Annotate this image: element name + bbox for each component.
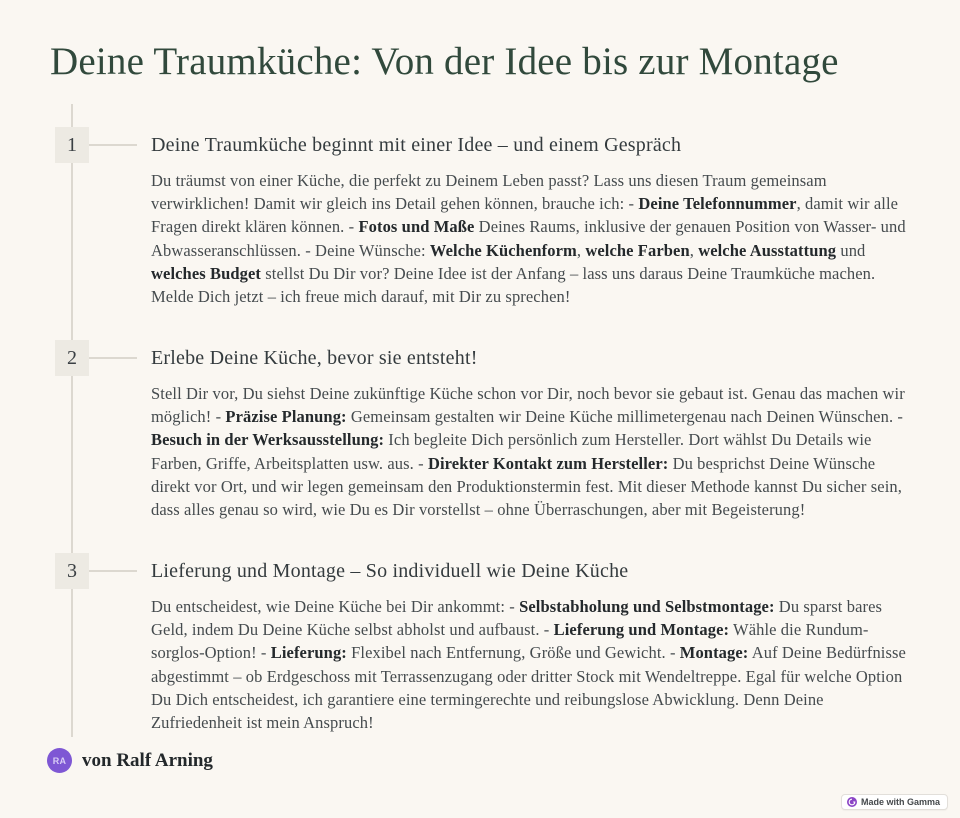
- body-text-run: Ich begleite Dich persönlich zum Hersteller. Dort wählst Du Details wie Farben, Griffe, Arbeitsplatten usw. aus. -: [151, 430, 872, 473]
- avatar: RA: [47, 748, 72, 773]
- body-text-run: Du sparst bares Geld, indem Du Deine Küche selbst abholst und aufbaust. -: [151, 597, 883, 640]
- timeline-section-2: [55, 340, 913, 521]
- body-text-run: Du entscheidest, wie Deine Küche bei Dir ankommt: -: [151, 597, 520, 616]
- step-number-box: 3: [55, 553, 89, 589]
- body-text-run: Flexibel nach Entfernung, Größe und Gewicht. -: [346, 643, 680, 663]
- body-bold-run: welche Farben: [585, 240, 690, 260]
- body-bold-run: Selbstabholung und Selbstmontage:: [519, 597, 775, 616]
- body-bold-run: Direkter Kontakt zum Hersteller:: [427, 453, 669, 473]
- timeline-section-1: [55, 127, 913, 308]
- connector-line: [89, 357, 137, 359]
- author-byline-row: [47, 748, 213, 773]
- body-text-run: ,: [689, 240, 699, 260]
- section-body: [151, 382, 913, 521]
- body-text-run: Du besprichst Deine Wünsche direkt vor Ort, und wir legen gemeinsam den Produktionstermin fest. Mit dieser Methode kannst Du sicher sein, dass alles genau so wird, wie Du es Dir vorstellst – ohne Überraschungen, aber mit Begeisterung!: [151, 453, 902, 520]
- body-text-run: Stell Dir vor, Du siehst Deine zukünftige Küche schon vor Dir, noch bevor sie gebaut ist. Genau das machen wir möglich! -: [151, 384, 905, 427]
- body-text-run: Auf Deine Bedürfnisse abgestimmt – ob Erdgeschoss mit Terrassenzugang oder dritter Stock mit Wendeltreppe. Egal für welche Option Du Dich entscheidest, ich garantiere eine termingerechte und reibungslose Abwicklung. Denn Deine Zufriedenheit ist mein Anspruch!: [151, 643, 906, 733]
- section-body: [151, 595, 913, 734]
- body-bold-run: welches Budget: [151, 263, 262, 283]
- step-number-box: 1: [55, 127, 89, 163]
- body-text-run: Du träumst von einer Küche, die perfekt zu Deinem Leben passt? Lass uns diesen Traum gemeinsam verwirklichen! Damit wir gleich ins Detail gehen können, brauche ich: -: [151, 171, 827, 214]
- body-bold-run: welche Ausstattung: [698, 240, 837, 260]
- body-text-run: Gemeinsam gestalten wir Deine Küche millimetergenau nach Deinen Wünschen. -: [346, 407, 903, 427]
- badge-label: Made with Gamma: [860, 797, 940, 807]
- body-text-run: ,: [576, 240, 586, 260]
- body-text-run: Wähle die Rundum-sorglos-Option! -: [151, 620, 869, 663]
- body-text-run: stellst Du Dir vor? Deine Idee ist der Anfang – lass uns daraus Deine Traumküche machen. Melde Dich jetzt – ich freue mich darauf, mit Dir zu sprechen!: [151, 263, 876, 307]
- body-text-run: , damit wir alle Fragen direkt klären können. -: [151, 194, 899, 237]
- section-heading: Lieferung und Montage – So individuell wie Deine Küche: [151, 560, 629, 582]
- made-with-gamma-badge[interactable]: [841, 794, 948, 810]
- section-heading: Deine Traumküche beginnt mit einer Idee – und einem Gespräch: [151, 134, 682, 156]
- timeline-section-3: [55, 553, 913, 734]
- gamma-logo-icon: [847, 797, 857, 807]
- connector-line: [89, 570, 137, 572]
- body-bold-run: Besuch in der Werksausstellung:: [151, 430, 385, 450]
- body-bold-run: Präzise Planung:: [225, 407, 347, 427]
- body-bold-run: Fotos und Maße: [358, 217, 475, 237]
- body-text-run: Deines Raums, inklusive der genauen Position von Wasser- und Abwasseranschlüssen. - Deine Wünsche:: [151, 217, 906, 260]
- body-bold-run: Deine Telefonnummer: [638, 194, 797, 214]
- section-heading: Erlebe Deine Küche, bevor sie entsteht!: [151, 347, 478, 369]
- body-bold-run: Lieferung:: [270, 643, 347, 663]
- page-title: Deine Traumküche: Von der Idee bis zur Montage: [50, 40, 839, 83]
- body-bold-run: Lieferung und Montage:: [553, 620, 730, 640]
- author-byline: von Ralf Arning: [82, 749, 213, 771]
- body-bold-run: Welche Küchenform: [429, 240, 577, 260]
- body-text-run: und: [836, 240, 866, 260]
- connector-line: [89, 144, 137, 146]
- body-bold-run: Montage:: [679, 643, 749, 663]
- step-number-box: 2: [55, 340, 89, 376]
- section-body: [151, 169, 913, 308]
